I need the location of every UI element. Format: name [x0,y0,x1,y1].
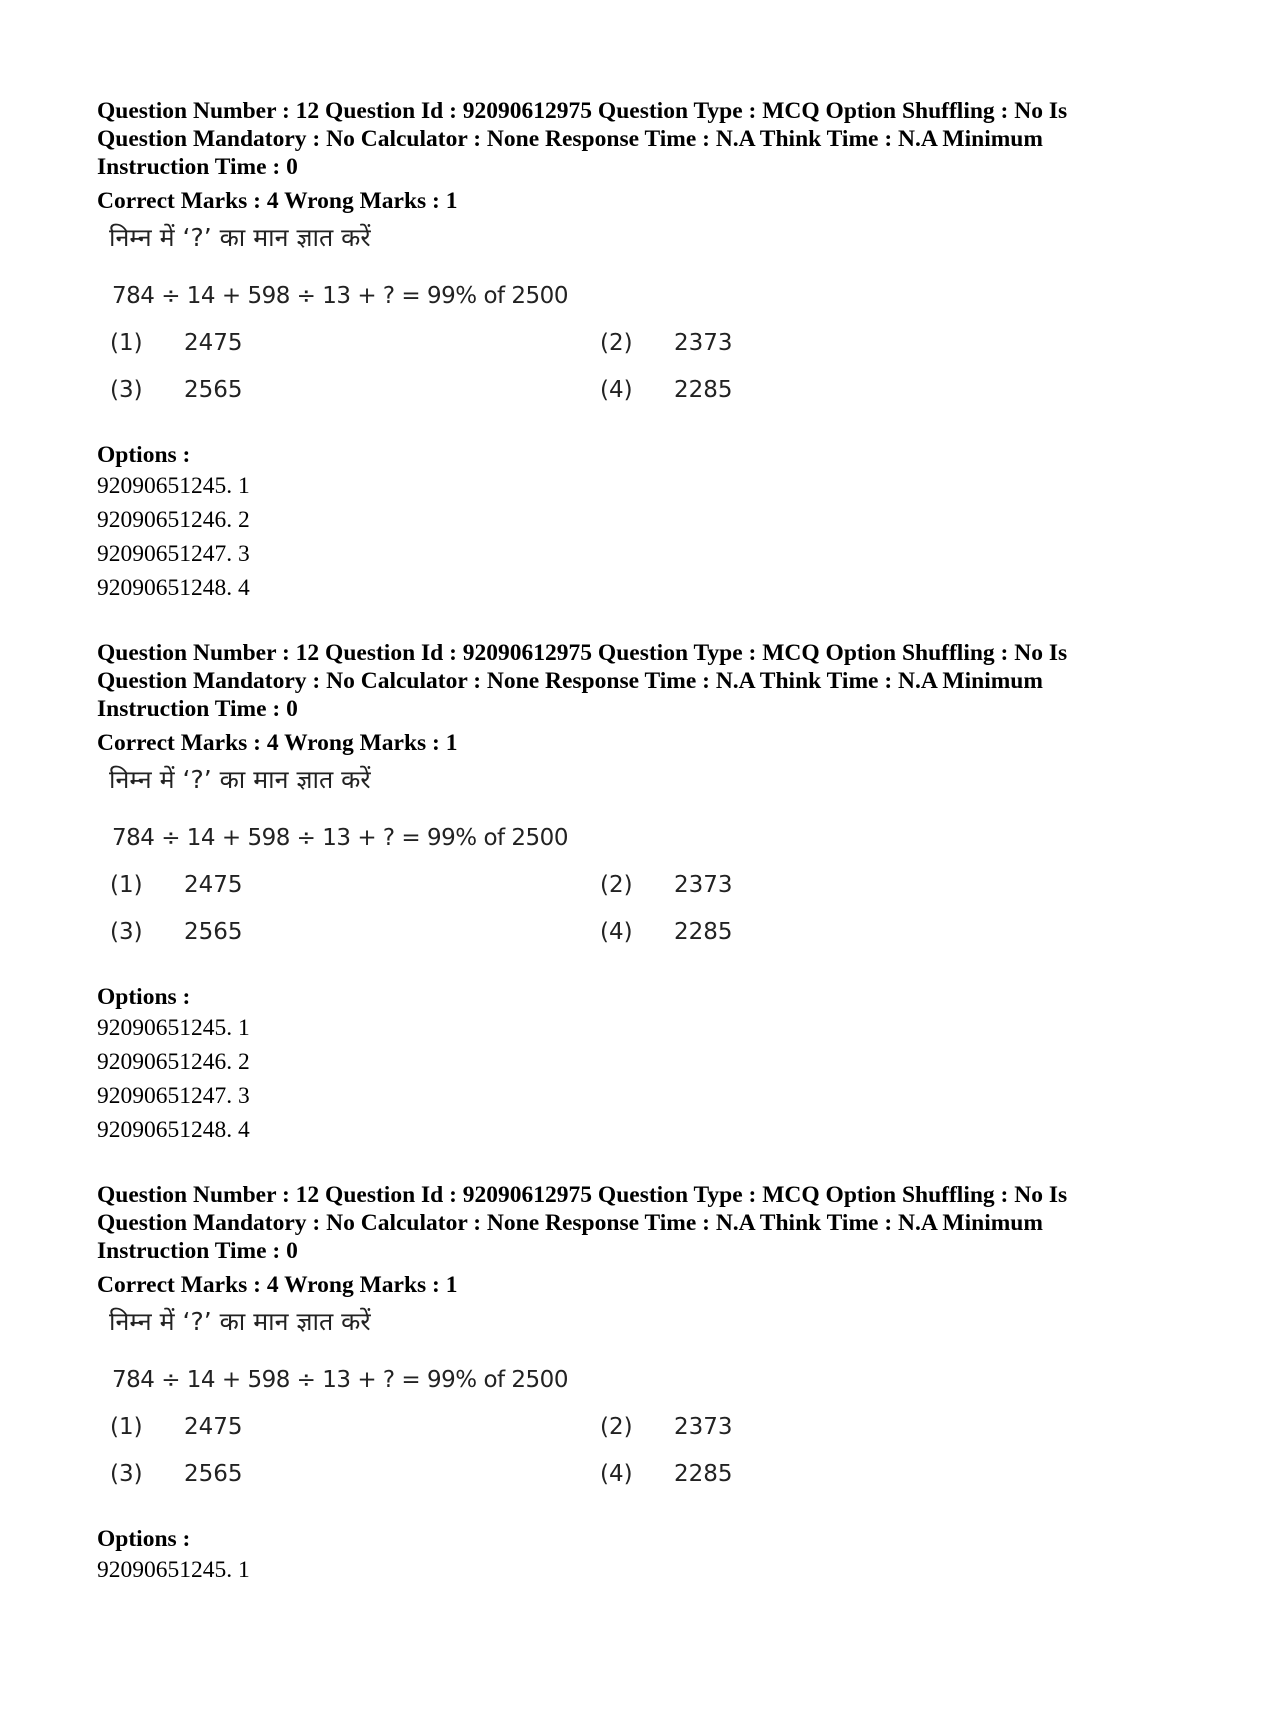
choice-2 [600,1412,733,1442]
choice-value: 2373 [674,872,733,898]
question-marks: Correct Marks : 4 Wrong Marks : 1 [97,188,458,214]
choice-1 [110,328,243,358]
options-label: Options : [97,984,191,1010]
option-id-row: 92090651247. 3 [97,1083,250,1109]
question-marks: Correct Marks : 4 Wrong Marks : 1 [97,1272,458,1298]
choice-number: (4) [600,377,633,403]
choice-value: 2565 [184,919,243,945]
option-id-row: 92090651245. 1 [97,1557,250,1583]
question-text-hindi: निम्न में ‘?’ का मान ज्ञात करें [109,765,371,794]
choice-number: (3) [110,1461,143,1487]
choice-value: 2475 [184,1414,243,1440]
choice-3 [110,917,243,947]
question-block [97,97,1177,639]
choice-number: (2) [600,872,633,898]
question-meta: Question Number : 12 Question Id : 92090612975 Question Type : MCQ Option Shuffling : No Is Question Mandatory : No Calculator : None Response Time : N.A Think Time : N.A Minimum Instruction Time : 0 [97,640,1068,722]
question-block [97,1181,1177,1723]
question-text-hindi: निम्न में ‘?’ का मान ज्ञात करें [109,1307,371,1336]
document-page [97,97,1177,1723]
question-meta: Question Number : 12 Question Id : 92090612975 Question Type : MCQ Option Shuffling : No Is Question Mandatory : No Calculator : None Response Time : N.A Think Time : N.A Minimum Instruction Time : 0 [97,98,1068,180]
choice-value: 2565 [184,377,243,403]
choice-value: 2285 [674,919,733,945]
question-image [97,1299,1177,1525]
choice-number: (4) [600,1461,633,1487]
question-text-hindi: निम्न में ‘?’ का मान ज्ञात करें [109,223,371,252]
choice-number: (4) [600,919,633,945]
choice-number: (2) [600,330,633,356]
question-image [97,215,1177,441]
option-id-row: 92090651247. 3 [97,541,250,567]
choice-value: 2285 [674,1461,733,1487]
options-label: Options : [97,1526,191,1552]
choice-1 [110,870,243,900]
choice-4 [600,375,733,405]
choice-4 [600,917,733,947]
question-expression: 784 ÷ 14 + 598 ÷ 13 + ? = 99% of 2500 [112,1367,568,1393]
choice-value: 2475 [184,330,243,356]
choice-2 [600,328,733,358]
choice-number: (3) [110,377,143,403]
question-block [97,639,1177,1181]
choice-3 [110,375,243,405]
question-expression: 784 ÷ 14 + 598 ÷ 13 + ? = 99% of 2500 [112,283,568,309]
question-expression: 784 ÷ 14 + 598 ÷ 13 + ? = 99% of 2500 [112,825,568,851]
choice-4 [600,1459,733,1489]
question-meta: Question Number : 12 Question Id : 92090612975 Question Type : MCQ Option Shuffling : No Is Question Mandatory : No Calculator : None Response Time : N.A Think Time : N.A Minimum Instruction Time : 0 [97,1182,1068,1264]
option-id-row: 92090651246. 2 [97,1049,250,1075]
option-id-row: 92090651248. 4 [97,1117,250,1143]
choice-number: (3) [110,919,143,945]
choice-number: (1) [110,1414,143,1440]
choice-number: (2) [600,1414,633,1440]
option-id-row: 92090651248. 4 [97,575,250,601]
choice-value: 2565 [184,1461,243,1487]
choice-value: 2285 [674,377,733,403]
choice-value: 2475 [184,872,243,898]
choice-value: 2373 [674,1414,733,1440]
question-marks: Correct Marks : 4 Wrong Marks : 1 [97,730,458,756]
choice-1 [110,1412,243,1442]
choice-number: (1) [110,872,143,898]
question-image [97,757,1177,983]
choice-value: 2373 [674,330,733,356]
choice-2 [600,870,733,900]
option-id-row: 92090651245. 1 [97,1015,250,1041]
choice-number: (1) [110,330,143,356]
options-label: Options : [97,442,191,468]
option-id-row: 92090651246. 2 [97,507,250,533]
option-id-row: 92090651245. 1 [97,473,250,499]
choice-3 [110,1459,243,1489]
